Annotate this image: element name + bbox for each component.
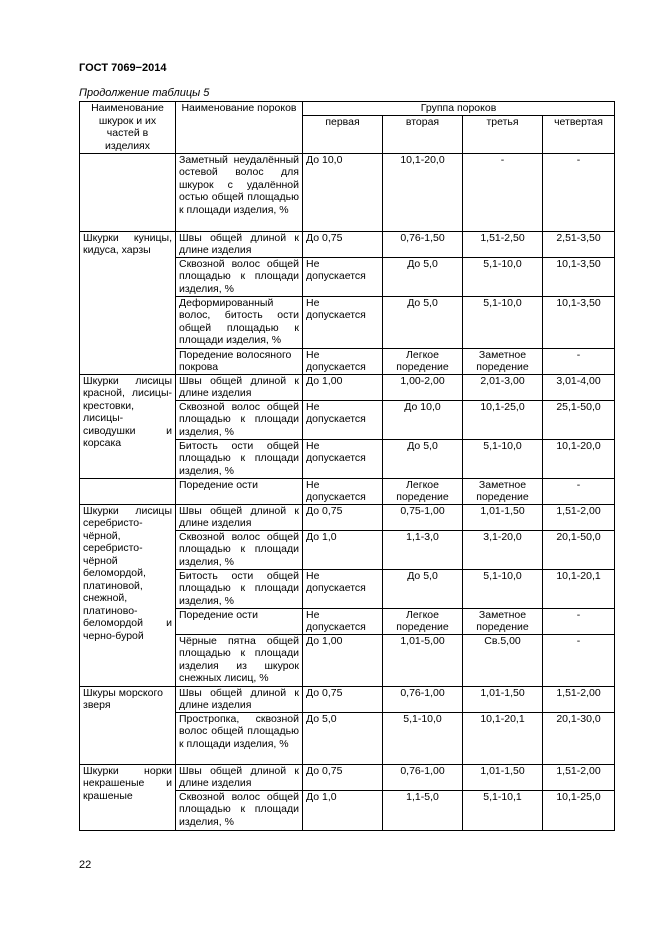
value-cell: - bbox=[463, 153, 543, 231]
value-cell: 10,1-25,0 bbox=[543, 790, 615, 830]
table-row bbox=[80, 153, 615, 231]
defect-cell: Простропка, сквозной волос общей площадью к площади изделия, % bbox=[176, 712, 303, 764]
value-cell: Не допускается bbox=[303, 348, 383, 374]
product-cell: Шкурки норки некрашеные и крашеные bbox=[80, 764, 176, 830]
value-cell: Не допускается bbox=[303, 569, 383, 608]
value-cell: Не допускается bbox=[303, 439, 383, 478]
value-cell: 3,1-20,0 bbox=[463, 530, 543, 569]
defect-cell: Швы общей длиной к длине изделия bbox=[176, 686, 303, 712]
value-cell: До 0,75 bbox=[303, 686, 383, 712]
defect-cell: Заметный неудалённый остевой волос для шкурок с удалённой остью общей площадью к площади изделия, % bbox=[176, 153, 303, 231]
defect-cell: Сквозной волос общей площадью к площади изделия, % bbox=[176, 530, 303, 569]
value-cell: 2,01-3,00 bbox=[463, 374, 543, 400]
document-code: ГОСТ 7069−2014 bbox=[79, 62, 167, 74]
defect-cell: Поредение ости bbox=[176, 608, 303, 634]
page-number: 22 bbox=[79, 859, 92, 871]
value-cell: - bbox=[543, 348, 615, 374]
defect-cell: Швы общей длиной к длине изделия bbox=[176, 504, 303, 530]
defect-cell: Сквозной волос общей площадью к площади изделия, % bbox=[176, 400, 303, 439]
defect-cell: Поредение ости bbox=[176, 478, 303, 504]
value-cell: До 1,00 bbox=[303, 374, 383, 400]
value-cell: 10,1-3,50 bbox=[543, 257, 615, 296]
value-cell: 10,1-25,0 bbox=[463, 400, 543, 439]
defects-table bbox=[79, 101, 615, 831]
value-cell: 1,01-1,50 bbox=[463, 686, 543, 712]
product-cell: Шкурки лисицы серебристо-чёрной, серебристо-чёрной беломордой, платиновой, снежной, платиново-беломордой и черно-бурой bbox=[80, 504, 176, 686]
value-cell: 5,1-10,0 bbox=[383, 712, 463, 764]
value-cell: До 1,00 bbox=[303, 634, 383, 686]
value-cell: 10,1-3,50 bbox=[543, 296, 615, 348]
table-row bbox=[80, 504, 615, 530]
header-group-4: четвертая bbox=[543, 115, 615, 153]
product-cell bbox=[80, 478, 176, 504]
value-cell: 0,76-1,50 bbox=[383, 231, 463, 257]
table-row bbox=[80, 478, 615, 504]
product-cell bbox=[80, 153, 176, 231]
value-cell: До 5,0 bbox=[383, 296, 463, 348]
header-group-1: первая bbox=[303, 115, 383, 153]
value-cell: Св.5,00 bbox=[463, 634, 543, 686]
value-cell: До 1,0 bbox=[303, 790, 383, 830]
value-cell: 1,51-2,00 bbox=[543, 504, 615, 530]
value-cell: 1,51-2,50 bbox=[463, 231, 543, 257]
value-cell: Не допускается bbox=[303, 608, 383, 634]
value-cell: 0,75-1,00 bbox=[383, 504, 463, 530]
header-defect: Наименование пороков bbox=[176, 102, 303, 154]
value-cell: 2,51-3,50 bbox=[543, 231, 615, 257]
header-group: Группа пороков bbox=[303, 102, 615, 116]
value-cell: - bbox=[543, 634, 615, 686]
value-cell: 10,1-20,1 bbox=[463, 712, 543, 764]
value-cell: - bbox=[543, 153, 615, 231]
value-cell: До 5,0 bbox=[383, 257, 463, 296]
value-cell: 1,01-5,00 bbox=[383, 634, 463, 686]
value-cell: 20,1-50,0 bbox=[543, 530, 615, 569]
defect-cell: Сквозной волос общей площадью к площади изделия, % bbox=[176, 790, 303, 830]
value-cell: 0,76-1,00 bbox=[383, 686, 463, 712]
value-cell: Не допускается bbox=[303, 478, 383, 504]
value-cell: 1,51-2,00 bbox=[543, 686, 615, 712]
value-cell: 3,01-4,00 bbox=[543, 374, 615, 400]
product-cell: Шкурки лисицы красной, лисицы-крестовки, лисицы-сиводушки и корсака bbox=[80, 374, 176, 478]
value-cell: До 0,75 bbox=[303, 231, 383, 257]
value-cell: Заметное поредение bbox=[463, 608, 543, 634]
value-cell: До 5,0 bbox=[303, 712, 383, 764]
value-cell: 5,1-10,0 bbox=[463, 439, 543, 478]
table-row bbox=[80, 231, 615, 257]
header-group-3: третья bbox=[463, 115, 543, 153]
value-cell: Заметное поредение bbox=[463, 348, 543, 374]
value-cell: Не допускается bbox=[303, 257, 383, 296]
value-cell: 1,01-1,50 bbox=[463, 504, 543, 530]
header-product: Наименование шкурок и их частей в изделиях bbox=[80, 102, 176, 154]
defect-cell: Битость ости общей площадью к площади изделия, % bbox=[176, 569, 303, 608]
value-cell: 0,76-1,00 bbox=[383, 764, 463, 790]
value-cell: 10,1-20,1 bbox=[543, 569, 615, 608]
value-cell: До 10,0 bbox=[303, 153, 383, 231]
defect-cell: Сквозной волос общей площадью к площади изделия, % bbox=[176, 257, 303, 296]
value-cell: До 10,0 bbox=[383, 400, 463, 439]
value-cell: Легкое поредение bbox=[383, 348, 463, 374]
defect-cell: Швы общей длиной к длине изделия bbox=[176, 231, 303, 257]
table-caption: Продолжение таблицы 5 bbox=[79, 87, 210, 99]
value-cell: 5,1-10,0 bbox=[463, 296, 543, 348]
value-cell: 5,1-10,0 bbox=[463, 257, 543, 296]
value-cell: 5,1-10,1 bbox=[463, 790, 543, 830]
value-cell: 1,1-5,0 bbox=[383, 790, 463, 830]
value-cell: Не допускается bbox=[303, 400, 383, 439]
table-row bbox=[80, 686, 615, 712]
value-cell: Легкое поредение bbox=[383, 608, 463, 634]
table-row bbox=[80, 764, 615, 790]
value-cell: Заметное поредение bbox=[463, 478, 543, 504]
value-cell: - bbox=[543, 608, 615, 634]
value-cell: До 5,0 bbox=[383, 439, 463, 478]
value-cell: 1,01-1,50 bbox=[463, 764, 543, 790]
defect-cell: Швы общей длиной к длине изделия bbox=[176, 374, 303, 400]
value-cell: Не допускается bbox=[303, 296, 383, 348]
value-cell: 20,1-30,0 bbox=[543, 712, 615, 764]
value-cell: 1,1-3,0 bbox=[383, 530, 463, 569]
defect-cell: Деформированный волос, битость ости общей площадью к площади изделия, % bbox=[176, 296, 303, 348]
product-cell: Шкуры морского зверя bbox=[80, 686, 176, 764]
value-cell: 25,1-50,0 bbox=[543, 400, 615, 439]
value-cell: До 5,0 bbox=[383, 569, 463, 608]
value-cell: 1,00-2,00 bbox=[383, 374, 463, 400]
header-group-2: вторая bbox=[383, 115, 463, 153]
value-cell: 5,1-10,0 bbox=[463, 569, 543, 608]
value-cell: 10,1-20,0 bbox=[383, 153, 463, 231]
defect-cell: Поредение волосяного покрова bbox=[176, 348, 303, 374]
defect-cell: Битость ости общей площадью к площади изделия, % bbox=[176, 439, 303, 478]
value-cell: До 0,75 bbox=[303, 504, 383, 530]
value-cell: 1,51-2,00 bbox=[543, 764, 615, 790]
value-cell: Легкое поредение bbox=[383, 478, 463, 504]
table-row bbox=[80, 374, 615, 400]
value-cell: До 1,0 bbox=[303, 530, 383, 569]
value-cell: 10,1-20,0 bbox=[543, 439, 615, 478]
product-cell: Шкурки куницы, кидуса, харзы bbox=[80, 231, 176, 374]
value-cell: До 0,75 bbox=[303, 764, 383, 790]
defect-cell: Чёрные пятна общей площадью к площади изделия из шкурок снежных лисиц, % bbox=[176, 634, 303, 686]
defect-cell: Швы общей длиной к длине изделия bbox=[176, 764, 303, 790]
value-cell: - bbox=[543, 478, 615, 504]
